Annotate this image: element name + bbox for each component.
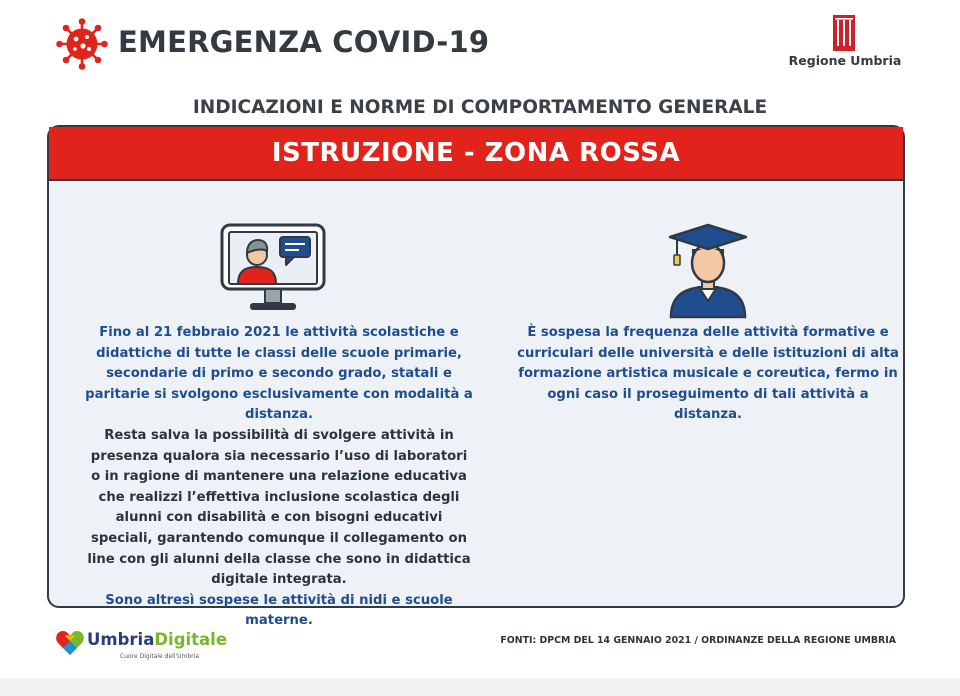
page-title: EMERGENZA COVID-19	[118, 25, 490, 59]
footer-sources: FONTI: DPCM DEL 14 GENNAIO 2021 / ORDINANZE DELLA REGIONE UMBRIA	[500, 635, 896, 646]
left-column-text	[84, 323, 474, 632]
paragraph-in-presence-exceptions: Resta salva la possibilità di svolgere attività in presenza qualora sia necessario l’uso di laboratori o in ragione di mantenere una relazione educativa che realizzi l’effettiva inclusione scolastica degli alunni con disabilità e con bisogni educativi speciali, garantendo comunque il collegamento on line con gli alunni della classe che sono in didattica digitale integrata.	[87, 427, 471, 588]
footer-brand: UmbriaDigitale	[87, 630, 228, 649]
region-umbria-emblem	[832, 14, 856, 52]
paragraph-distance-learning: Fino al 21 febbraio 2021 le attività scolastiche e didattiche di tutte le classi delle scuole primarie, secondarie di primo e secondo grado, statali e paritarie si svolgono esclusivamente con modalità a distanza.	[85, 325, 473, 423]
virus-icon	[56, 18, 108, 70]
region-name: Regione Umbria	[788, 53, 902, 68]
paragraph-nurseries: Sono altresì sospese le attività di nidi e scuole materne.	[105, 592, 453, 629]
paragraph-university: È sospesa la frequenza delle attività formative e curriculari delle università e delle istituzioni di alta formazione artistica musicale e coreutica, fermo in ogni caso il proseguimento di tali attività a distanza.	[517, 325, 899, 423]
footer-tagline: Cuore Digitale dell'Umbria	[120, 653, 199, 660]
video-lesson-monitor-icon	[220, 223, 326, 315]
graduate-student-icon	[667, 221, 749, 319]
section-subtitle: INDICAZIONI E NORME DI COMPORTAMENTO GENERALE	[192, 97, 768, 118]
umbria-digitale-heart-logo	[55, 628, 85, 658]
section-banner: ISTRUZIONE - ZONA ROSSA	[49, 127, 903, 181]
right-column-text	[514, 323, 902, 426]
bottom-strip	[0, 678, 960, 696]
info-panel	[47, 125, 905, 629]
